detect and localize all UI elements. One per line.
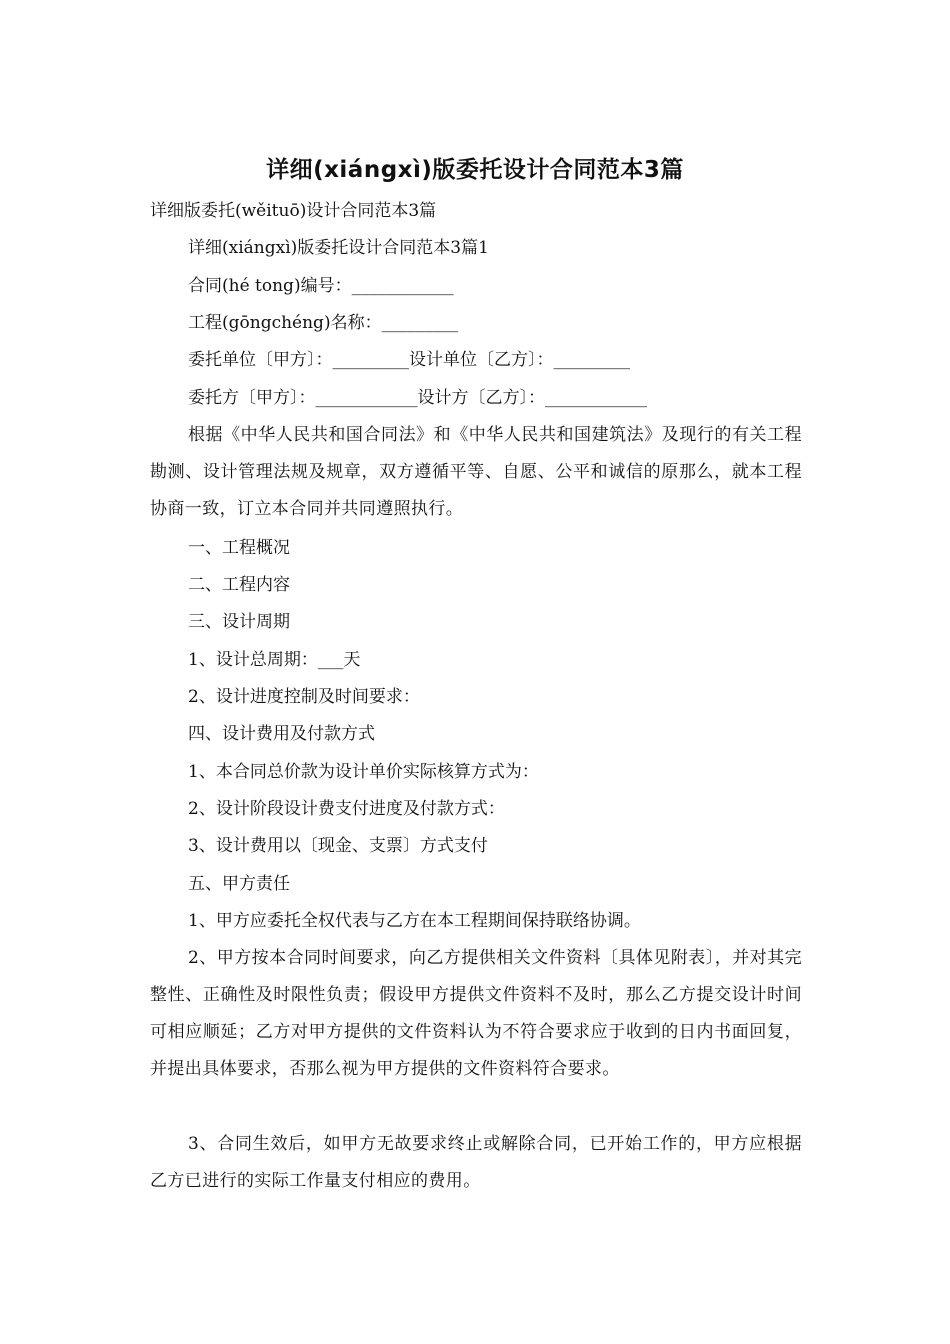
units-line: 委托单位〔甲方〕：_________设计单位〔乙方〕：_________ [188, 350, 630, 370]
clause-schedule-control: 2、设计进度控制及时间要求： [188, 687, 420, 707]
contract-number-line: 合同(hé tong)编号：____________ [188, 276, 454, 296]
clause-total-cycle: 1、设计总周期：___天 [188, 650, 361, 670]
document-title: 详细(xiángxì)版委托设计合同范本3篇 [266, 157, 684, 183]
clause-payment-method: 3、设计费用以〔现金、支票〕方式支付 [188, 836, 488, 856]
heading-party-a-duties: 五、甲方责任 [188, 874, 290, 894]
heading-fees-payment: 四、设计费用及付款方式 [188, 724, 375, 744]
clause-documents-paragraph: 2、甲方按本合同时间要求，向乙方提供相关文件资料〔具体见附表〕，并对其完整性、正确性及时限性负责；假设甲方提供文件资料不及时，那么乙方提交设计时间可相应顺延；乙方对甲方提供的文件资料认为不符合要求应于收到的日内书面回复，并提出具体要求，否那么视为甲方提供的文件资料符合要求。 [150, 948, 802, 1079]
clause-termination-paragraph: 3、合同生效后，如甲方无故要求终止或解除合同，已开始工作的，甲方应根据乙方已进行的实际工作量支付相应的费用。 [150, 1134, 802, 1191]
section-title: 详细(xiángxì)版委托设计合同范本3篇1 [188, 238, 489, 258]
clause-representative: 1、甲方应委托全权代表与乙方在本工程期间保持联络协调。 [188, 911, 641, 931]
heading-design-cycle: 三、设计周期 [188, 612, 290, 632]
preamble-paragraph: 根据《中华人民共和国合同法》和《中华人民共和国建筑法》及现行的有关工程勘测、设计管理法规及规章，双方遵循平等、自愿、公平和诚信的原那么，就本工程协商一致，订立本合同并共同遵照执行。 [150, 425, 802, 519]
clause-payment-schedule: 2、设计阶段设计费支付进度及付款方式： [188, 799, 505, 819]
clause-total-price: 1、本合同总价款为设计单价实际核算方式为： [188, 762, 539, 782]
document-subtitle: 详细版委托(wěituō)设计合同范本3篇 [150, 201, 437, 221]
heading-project-content: 二、工程内容 [188, 575, 290, 595]
heading-project-overview: 一、工程概况 [188, 538, 290, 558]
parties-line: 委托方〔甲方〕：____________设计方〔乙方〕：____________ [188, 388, 647, 408]
project-name-line: 工程(gōngchéng)名称：_________ [188, 313, 459, 333]
